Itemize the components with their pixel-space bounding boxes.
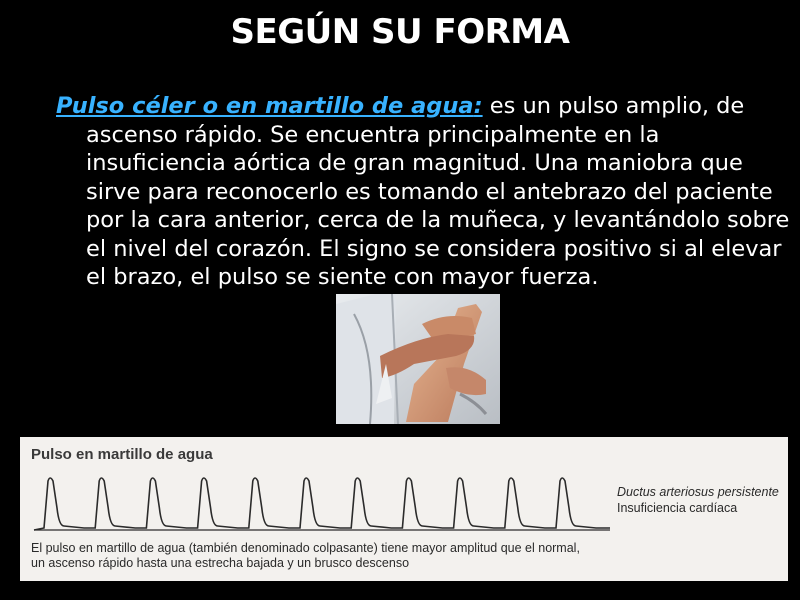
associated-conditions <box>617 484 787 516</box>
pulse-trace <box>34 478 610 530</box>
pulse-term-colon: : <box>473 93 483 119</box>
definition-paragraph <box>56 92 798 292</box>
caption-line-1: El pulso en martillo de agua (también denominado colpasante) tiene mayor amplitud que el normal, <box>31 541 580 555</box>
wrist-examination-illustration <box>336 294 500 424</box>
slide-title: SEGÚN SU FORMA <box>230 12 570 52</box>
condition-heart-failure: Insuficiencia cardíaca <box>617 501 738 515</box>
pulse-wave-group <box>34 478 610 530</box>
pulse-figure-panel <box>20 437 788 581</box>
figure-caption <box>31 541 631 571</box>
wrist-examination-photo <box>336 294 500 424</box>
pulse-term: Pulso céler o en martillo de agua <box>56 93 474 119</box>
figure-title: Pulso en martillo de agua <box>31 446 213 463</box>
condition-ductus: Ductus arteriosus persistente <box>617 485 779 499</box>
caption-line-2: un ascenso rápido hasta una estrecha bajada y un brusco descenso <box>31 556 410 570</box>
pulse-description: es un pulso amplio, de ascenso rápido. Se encuentra principalmente en la insuficiencia aórtica de gran magnitud. Una maniobra que sirve para reconocerlo es tomando el antebrazo del paciente por la cara anterior, cerca de la muñeca, y levantándolo sobre el nivel del corazón. El signo se considera positivo si al elevar el brazo, el pulso se siente con mayor fuerza. <box>86 93 790 290</box>
